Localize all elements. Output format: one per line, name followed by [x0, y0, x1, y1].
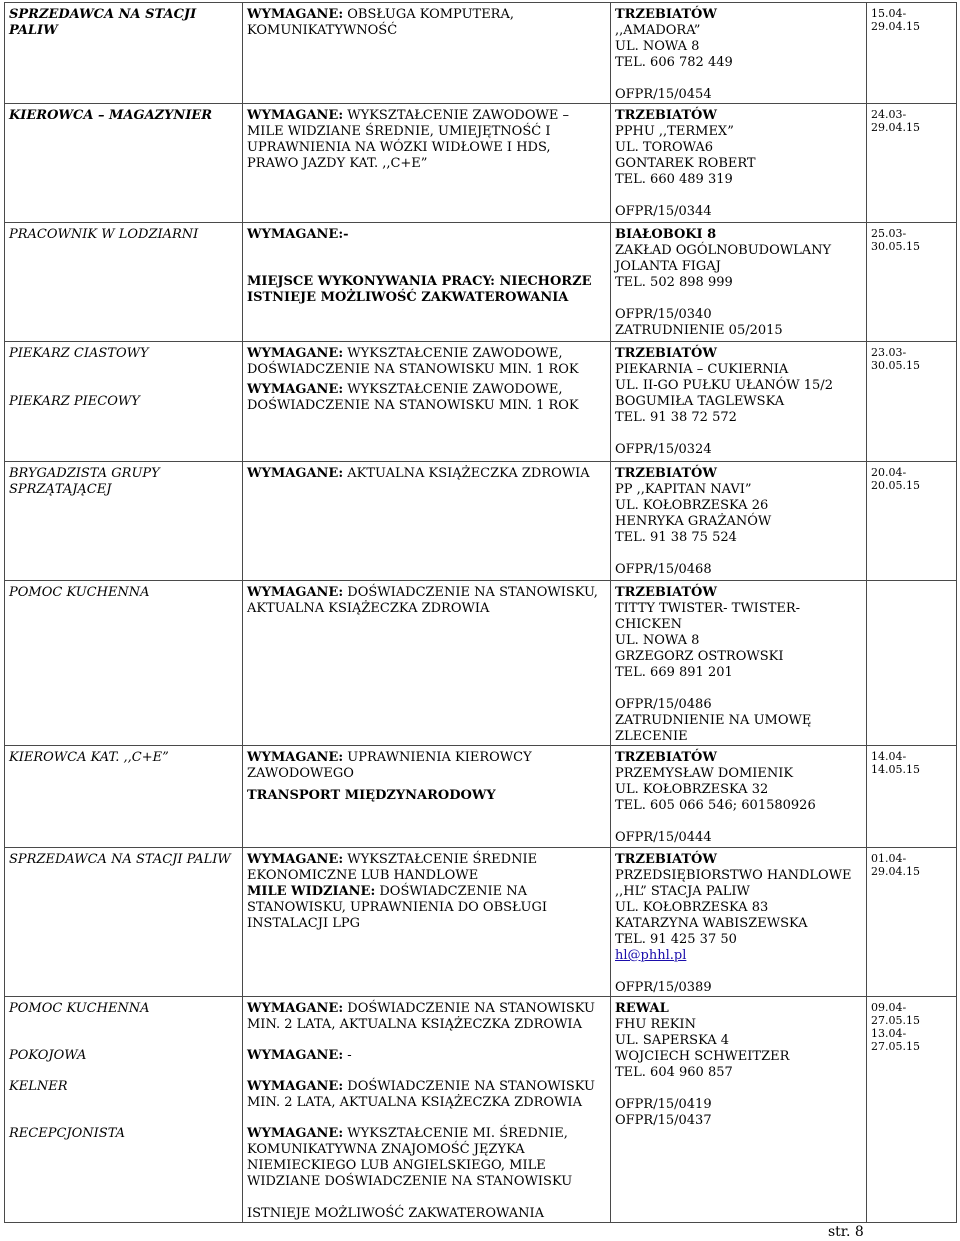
employer-line: UL. TOROWA6 [615, 140, 714, 155]
req-text: WYKSZTAŁCENIE ZAWODOWE, DOŚWIADCZENIE NA STANOWISKU MIN. 1 ROK [247, 346, 579, 377]
offer-number: OFPR/15/0419 [615, 1097, 712, 1112]
employer-line: TEL. 502 898 999 [615, 275, 733, 290]
req-label: WYMAGANE: [247, 1126, 344, 1141]
employer-line: PPHU ,,TERMEX” [615, 124, 734, 139]
employer-line: TEL. 669 891 201 [615, 665, 733, 680]
validity-date: 20.04-20.05.15 [871, 466, 920, 492]
employer-line: UL. KOŁOBRZESKA 32 [615, 782, 769, 797]
req-label: WYMAGANE: [247, 108, 344, 123]
offer-number: OFPR/15/0340 [615, 307, 712, 322]
employer-city: REWAL [615, 1001, 669, 1016]
validity-date: 01.04-29.04.15 [871, 852, 920, 878]
employer-line: PP ,,KAPITAN NAVI” [615, 482, 752, 497]
offer-number: OFPR/15/0437 [615, 1113, 712, 1128]
employer-line: TEL. 606 782 449 [615, 55, 733, 70]
table-row [5, 581, 957, 746]
validity-date: 24.03-29.04.15 [871, 108, 920, 134]
position-title: KELNER [9, 1079, 68, 1094]
requirement-block [247, 1048, 606, 1064]
employer-line: KATARZYNA WABISZEWSKA [615, 916, 808, 931]
offer-number: OFPR/15/0468 [615, 562, 712, 577]
req-text: WYKSZTAŁCENIE ZAWODOWE, DOŚWIADCZENIE NA STANOWISKU MIN. 1 ROK [247, 382, 579, 413]
employer-cell [611, 3, 867, 104]
employer-line: PRZEMYSŁAW DOMIENIK [615, 766, 794, 781]
table-row [5, 997, 957, 1223]
req-text: DOŚWIADCZENIE NA STANOWISKU, AKTUALNA KSIĄŻECZKA ZDROWIA [247, 585, 598, 616]
position-title: KIEROWCA – MAGAZYNIER [9, 108, 213, 123]
employer-line: GONTAREK ROBERT [615, 156, 756, 171]
employer-city: TRZEBIATÓW [615, 466, 717, 481]
req-text: AKTUALNA KSIĄŻECZKA ZDROWIA [343, 466, 590, 481]
offer-number: OFPR/15/0444 [615, 830, 712, 845]
validity-date: 14.04-14.05.15 [871, 750, 920, 776]
employer-line: ,,HL” STACJA PALIW [615, 884, 750, 899]
validity-date: 23.03-30.05.15 [871, 346, 920, 372]
employment-note: ZATRUDNIENIE NA UMOWĘ ZLECENIE [615, 713, 812, 744]
req-note: ISTNIEJE MOŻLIWOŚĆ ZAKWATEROWANIA [247, 290, 569, 305]
req-label: WYMAGANE: [247, 750, 344, 765]
employer-line: TEL. 91 38 75 524 [615, 530, 737, 545]
employer-line: TEL. 91 38 72 572 [615, 410, 737, 425]
requirement-block [247, 1001, 606, 1033]
position-title: PRACOWNIK W LODZIARNI [9, 227, 199, 242]
req-label: WYMAGANE: [247, 1079, 344, 1094]
employer-line: JOLANTA FIGAJ [615, 259, 721, 274]
requirement-block [247, 1079, 606, 1111]
req-label: WYMAGANE: [247, 346, 344, 361]
employer-city: BIAŁOBOKI 8 [615, 227, 717, 242]
offer-number: OFPR/15/0389 [615, 980, 712, 995]
employer-line: UL. KOŁOBRZESKA 26 [615, 498, 769, 513]
employer-line: PIEKARNIA – CUKIERNIA [615, 362, 789, 377]
requirements-cell [243, 3, 611, 104]
position-title: SPRZEDAWCA NA STACJI PALIW [9, 852, 231, 867]
position-title: RECEPCJONISTA [9, 1126, 126, 1141]
table-row [5, 746, 957, 848]
employer-city: TRZEBIATÓW [615, 346, 717, 361]
req-note: MIEJSCE WYKONYWANIA PRACY: NIECHORZE [247, 274, 592, 289]
req-label: WYMAGANE: [247, 1048, 344, 1063]
position-title: BRYGADZISTA GRUPY SPRZĄTAJĄCEJ [9, 466, 160, 497]
employer-line: TEL. 91 425 37 50 [615, 932, 737, 947]
employer-line: UL. NOWA 8 [615, 633, 700, 648]
accommodation-note: ISTNIEJE MOŻLIWOŚĆ ZAKWATEROWANIA [247, 1206, 544, 1221]
employer-line: TEL. 604 960 857 [615, 1065, 733, 1080]
position-title: PIEKARZ PIECOWY [9, 394, 140, 409]
employer-line: TITTY TWISTER- TWISTER-CHICKEN [615, 601, 801, 632]
req-text: DOŚWIADCZENIE NA STANOWISKU, UPRAWNIENIA DO OBSŁUGI INSTALACJI LPG [247, 884, 547, 931]
employer-line: TEL. 605 066 546; 601580926 [615, 798, 816, 813]
req-label: WYMAGANE: [247, 7, 344, 22]
req-label: WYMAGANE: [247, 382, 344, 397]
req-label: MILE WIDZIANE: [247, 884, 376, 899]
req-text: DOŚWIADCZENIE NA STANOWISKU MIN. 2 LATA, AKTUALNA KSIĄŻECZKA ZDROWIA [247, 1079, 595, 1110]
req-label: WYMAGANE: [247, 1001, 344, 1016]
position-title: SPRZEDAWCA NA STACJI PALIW [9, 7, 197, 38]
offer-number: OFPR/15/0324 [615, 442, 712, 457]
req-note: TRANSPORT MIĘDZYNARODOWY [247, 788, 496, 803]
employer-line: GRZEGORZ OSTROWSKI [615, 649, 784, 664]
validity-date: 13.04-27.05.15 [871, 1027, 920, 1053]
employer-line: HENRYKA GRAŻANÓW [615, 514, 772, 529]
employer-line: BOGUMIŁA TAGLEWSKA [615, 394, 785, 409]
employer-city: TRZEBIATÓW [615, 7, 717, 22]
employer-line: UL. NOWA 8 [615, 39, 700, 54]
employer-line: UL. II-GO PUŁKU UŁANÓW 15/2 [615, 378, 833, 393]
position-cell [5, 3, 243, 104]
offer-number: OFPR/15/0486 [615, 697, 712, 712]
validity-date: 25.03-30.05.15 [871, 227, 920, 253]
req-label: WYMAGANE: [247, 852, 344, 867]
position-title: POMOC KUCHENNA [9, 1001, 150, 1016]
position-title: POMOC KUCHENNA [9, 585, 150, 600]
req-text: UPRAWNIENIA KIEROWCY ZAWODOWEGO [247, 750, 532, 781]
date-cell [867, 3, 957, 104]
table-row [5, 104, 957, 223]
req-label: WYMAGANE: [247, 466, 344, 481]
employer-line: UL. KOŁOBRZESKA 83 [615, 900, 769, 915]
employer-line: ,,AMADORA” [615, 23, 701, 38]
requirement-block [247, 1126, 606, 1190]
req-text: WYKSZTAŁCENIE ZAWODOWE – MILE WIDZIANE ŚREDNIE, UMIEJĘTNOŚĆ I UPRAWNIENIA NA WÓZKI WIDŁOWE I HDS, PRAWO JAZDY KAT. ,,C+E” [247, 108, 569, 171]
req-text: DOŚWIADCZENIE NA STANOWISKU MIN. 2 LATA, AKTUALNA KSIĄŻECZKA ZDROWIA [247, 1001, 595, 1032]
req-label: WYMAGANE: [247, 585, 344, 600]
table-row [5, 462, 957, 581]
position-title: KIEROWCA KAT. ,,C+E” [9, 750, 169, 765]
employer-line: TEL. 660 489 319 [615, 172, 733, 187]
employer-line: FHU REKIN [615, 1017, 696, 1032]
offer-number: OFPR/15/0454 [615, 87, 712, 102]
table-row [5, 848, 957, 997]
req-text: WYKSZTAŁCENIE ŚREDNIE EKONOMICZNE LUB HANDLOWE [247, 852, 538, 883]
req-text: OBSŁUGA KOMPUTERA, KOMUNIKATYWNOŚĆ [247, 7, 514, 38]
employer-email-link[interactable]: hl@phhl.pl [615, 948, 687, 963]
req-label: WYMAGANE:- [247, 227, 349, 242]
employer-city: TRZEBIATÓW [615, 108, 717, 123]
table-row [5, 3, 957, 104]
employer-line: PRZEDSIĘBIORSTWO HANDLOWE [615, 868, 852, 883]
validity-date: 09.04-27.05.15 [871, 1001, 920, 1027]
employer-line: WOJCIECH SCHWEITZER [615, 1049, 790, 1064]
employer-line: UL. SAPERSKA 4 [615, 1033, 730, 1048]
offer-number: OFPR/15/0344 [615, 204, 712, 219]
table-row [5, 223, 957, 342]
employer-city: TRZEBIATÓW [615, 585, 717, 600]
position-title: PIEKARZ CIASTOWY [9, 346, 149, 361]
table-row [5, 342, 957, 462]
req-text: - [343, 1048, 352, 1063]
job-offers-table [4, 2, 957, 1223]
employer-city: TRZEBIATÓW [615, 852, 717, 867]
employer-line: ZAKŁAD OGÓLNOBUDOWLANY [615, 243, 832, 258]
page-number: str. 8 [828, 1224, 864, 1240]
employer-city: TRZEBIATÓW [615, 750, 717, 765]
req-text: WYKSZTAŁCENIE MI. ŚREDNIE, KOMUNIKATYWNA ZNAJOMOŚĆ JĘZYKA NIEMIECKIEGO LUB ANGIELSKIEGO, MILE WIDZIANE DOŚWIADCZENIE NA STANOWISKU [247, 1126, 573, 1189]
validity-date: 15.04-29.04.15 [871, 7, 920, 33]
employment-note: ZATRUDNIENIE 05/2015 [615, 323, 783, 338]
position-title: POKOJOWA [9, 1048, 87, 1063]
